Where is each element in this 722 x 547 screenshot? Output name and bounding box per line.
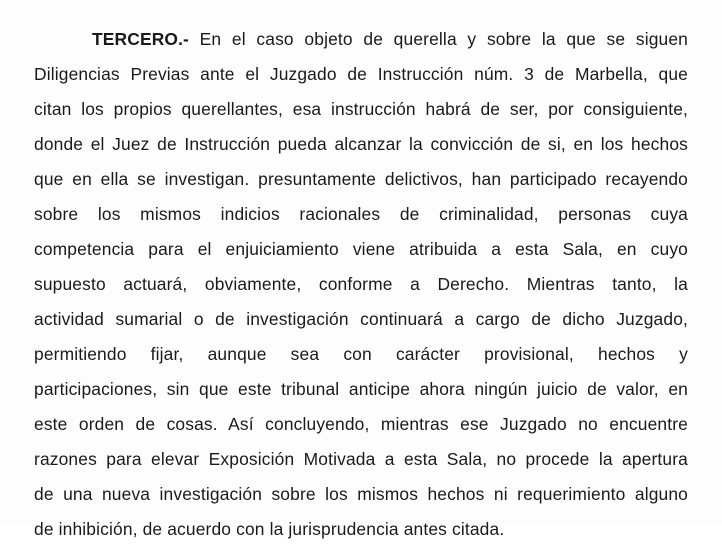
text-line-1 <box>34 22 688 57</box>
text-line-10: permitiendo fijar, aunque sea con carácter provisional, hechos y <box>34 344 688 364</box>
text-line-5: que en ella se investigan. presuntamente delictivos, han participado recayendo <box>34 169 688 189</box>
text-line-11: participaciones, sin que este tribunal anticipe ahora ningún juicio de valor, en <box>34 379 688 399</box>
text-line-1-body: En el caso objeto de querella y sobre la que se siguen <box>199 29 688 49</box>
text-line-14: de una nueva investigación sobre los mismos hechos ni requerimiento alguno <box>34 484 688 504</box>
text-line-4: donde el Juez de Instrucción pueda alcanzar la convicción de si, en los hechos <box>34 134 688 154</box>
paragraph-tercero <box>34 22 688 547</box>
text-line-12: este orden de cosas. Así concluyendo, mientras ese Juzgado no encuentre <box>34 414 688 434</box>
text-line-8: supuesto actuará, obviamente, conforme a Derecho. Mientras tanto, la <box>34 274 688 294</box>
text-line-2: Diligencias Previas ante el Juzgado de Instrucción núm. 3 de Marbella, que <box>34 64 688 84</box>
text-line-13: razones para elevar Exposición Motivada a esta Sala, no procede la apertura <box>34 449 688 469</box>
text-line-6: sobre los mismos indicios racionales de criminalidad, personas cuya <box>34 204 688 224</box>
text-line-3: citan los propios querellantes, esa instrucción habrá de ser, por consiguiente, <box>34 99 688 119</box>
section-heading: TERCERO.- <box>92 29 189 49</box>
text-line-7: competencia para el enjuiciamiento viene atribuida a esta Sala, en cuyo <box>34 239 688 259</box>
text-line-15: de inhibición, de acuerdo con la jurisprudencia antes citada. <box>34 519 505 539</box>
text-line-9: actividad sumarial o de investigación continuará a cargo de dicho Juzgado, <box>34 309 688 329</box>
